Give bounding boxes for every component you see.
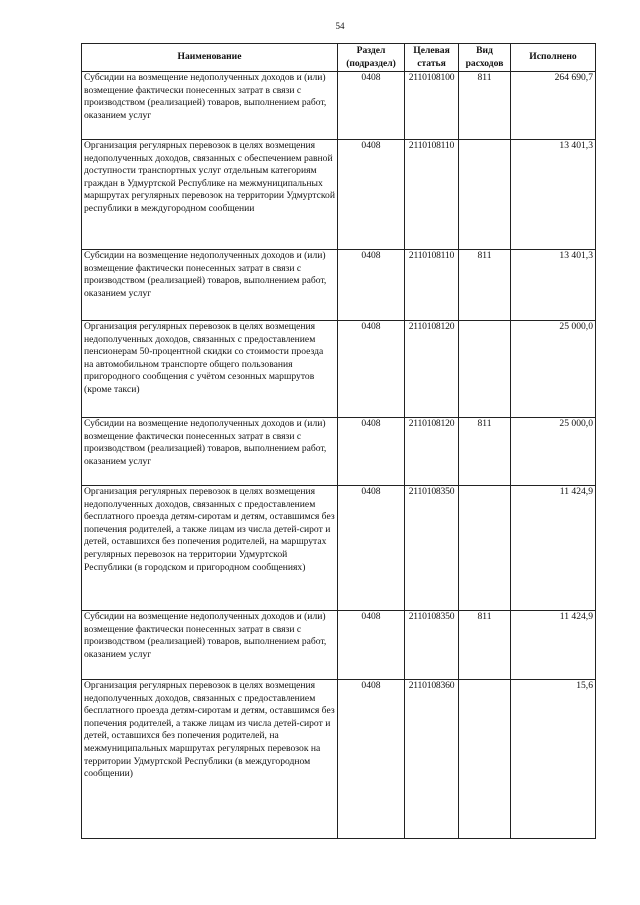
row-done: 13 401,3 — [511, 250, 596, 321]
header-name: Наименование — [82, 44, 338, 72]
table-row — [82, 321, 596, 418]
row-article: 2110108360 — [405, 680, 459, 839]
row-done: 11 424,9 — [511, 486, 596, 611]
header-article: Целевая статья — [405, 44, 459, 72]
row-name: Субсидии на возмещение недополученных доходов и (или) возмещение фактически понесенных затрат в связи с производством (реализацией) товаров, выполнением работ, оказанием услуг — [82, 72, 338, 140]
row-done: 15,6 — [511, 680, 596, 839]
row-kind: 811 — [459, 418, 511, 486]
table-row — [82, 680, 596, 839]
row-section: 0408 — [338, 72, 405, 140]
row-done: 11 424,9 — [511, 611, 596, 680]
row-kind: 811 — [459, 72, 511, 140]
table-row — [82, 611, 596, 680]
table-row — [82, 140, 596, 250]
budget-table — [81, 43, 596, 839]
row-kind — [459, 486, 511, 611]
table-row — [82, 418, 596, 486]
row-section: 0408 — [338, 418, 405, 486]
row-kind — [459, 321, 511, 418]
row-name: Организация регулярных перевозок в целях возмещения недополученных доходов, связанных с предоставлением бесплатного проезда детям-сиротам и детям, оставшимся без попечения родителей, а также лицам из числа детей-сирот и детей, оставшихся без попечения родителей, на маршрутах регулярных перевозок на территории Удмуртской Республики (в городском и пригородном сообщениях) — [82, 486, 338, 611]
row-name: Субсидии на возмещение недополученных доходов и (или) возмещение фактически понесенных затрат в связи с производством (реализацией) товаров, выполнением работ, оказанием услуг — [82, 611, 338, 680]
row-article: 2110108350 — [405, 486, 459, 611]
row-done: 25 000,0 — [511, 321, 596, 418]
header-row — [82, 44, 596, 72]
row-kind: 811 — [459, 250, 511, 321]
row-kind: 811 — [459, 611, 511, 680]
row-article: 2110108120 — [405, 321, 459, 418]
row-name: Субсидии на возмещение недополученных доходов и (или) возмещение фактически понесенных затрат в связи с производством (реализацией) товаров, выполнением работ, оказанием услуг — [82, 418, 338, 486]
row-article: 2110108120 — [405, 418, 459, 486]
row-kind — [459, 680, 511, 839]
header-done: Исполнено — [511, 44, 596, 72]
row-section: 0408 — [338, 140, 405, 250]
header-kind: Вид расходов — [459, 44, 511, 72]
row-section: 0408 — [338, 321, 405, 418]
row-section: 0408 — [338, 250, 405, 321]
row-article: 2110108110 — [405, 140, 459, 250]
table-row — [82, 72, 596, 140]
row-section: 0408 — [338, 486, 405, 611]
row-name: Субсидии на возмещение недополученных доходов и (или) возмещение фактически понесенных затрат в связи с производством (реализацией) товаров, выполнением работ, оказанием услуг — [82, 250, 338, 321]
table-row — [82, 250, 596, 321]
row-done: 25 000,0 — [511, 418, 596, 486]
page-number: 54 — [335, 21, 345, 31]
row-name: Организация регулярных перевозок в целях возмещения недополученных доходов, связанных с предоставлением бесплатного проезда детям-сиротам и детям, оставшимся без попечения родителей, а также лицам из числа детей-сирот и детей, оставшихся без попечения родителей, на межмуниципальных маршрутах регулярных перевозок на территории Удмуртской Республики (в междугородном сообщении) — [82, 680, 338, 839]
row-article: 2110108100 — [405, 72, 459, 140]
row-name: Организация регулярных перевозок в целях возмещения недополученных доходов, связанных с предоставлением пенсионерам 50-процентной скидки со стоимости проезда на автомобильном транспорте общего пользования пригородного сообщения с учётом сезонных маршрутов (кроме такси) — [82, 321, 338, 418]
row-section: 0408 — [338, 611, 405, 680]
header-section: Раздел (подраздел) — [338, 44, 405, 72]
row-section: 0408 — [338, 680, 405, 839]
row-done: 13 401,3 — [511, 140, 596, 250]
row-done: 264 690,7 — [511, 72, 596, 140]
row-article: 2110108350 — [405, 611, 459, 680]
row-name: Организация регулярных перевозок в целях возмещения недополученных доходов, связанных с обеспечением равной доступности транспортных услуг отдельным категориям граждан в Удмуртской Республике на межмуниципальных маршрутах регулярных перевозок на территории Удмуртской республики в междугородном сообщении — [82, 140, 338, 250]
row-article: 2110108110 — [405, 250, 459, 321]
row-kind — [459, 140, 511, 250]
table-row — [82, 486, 596, 611]
